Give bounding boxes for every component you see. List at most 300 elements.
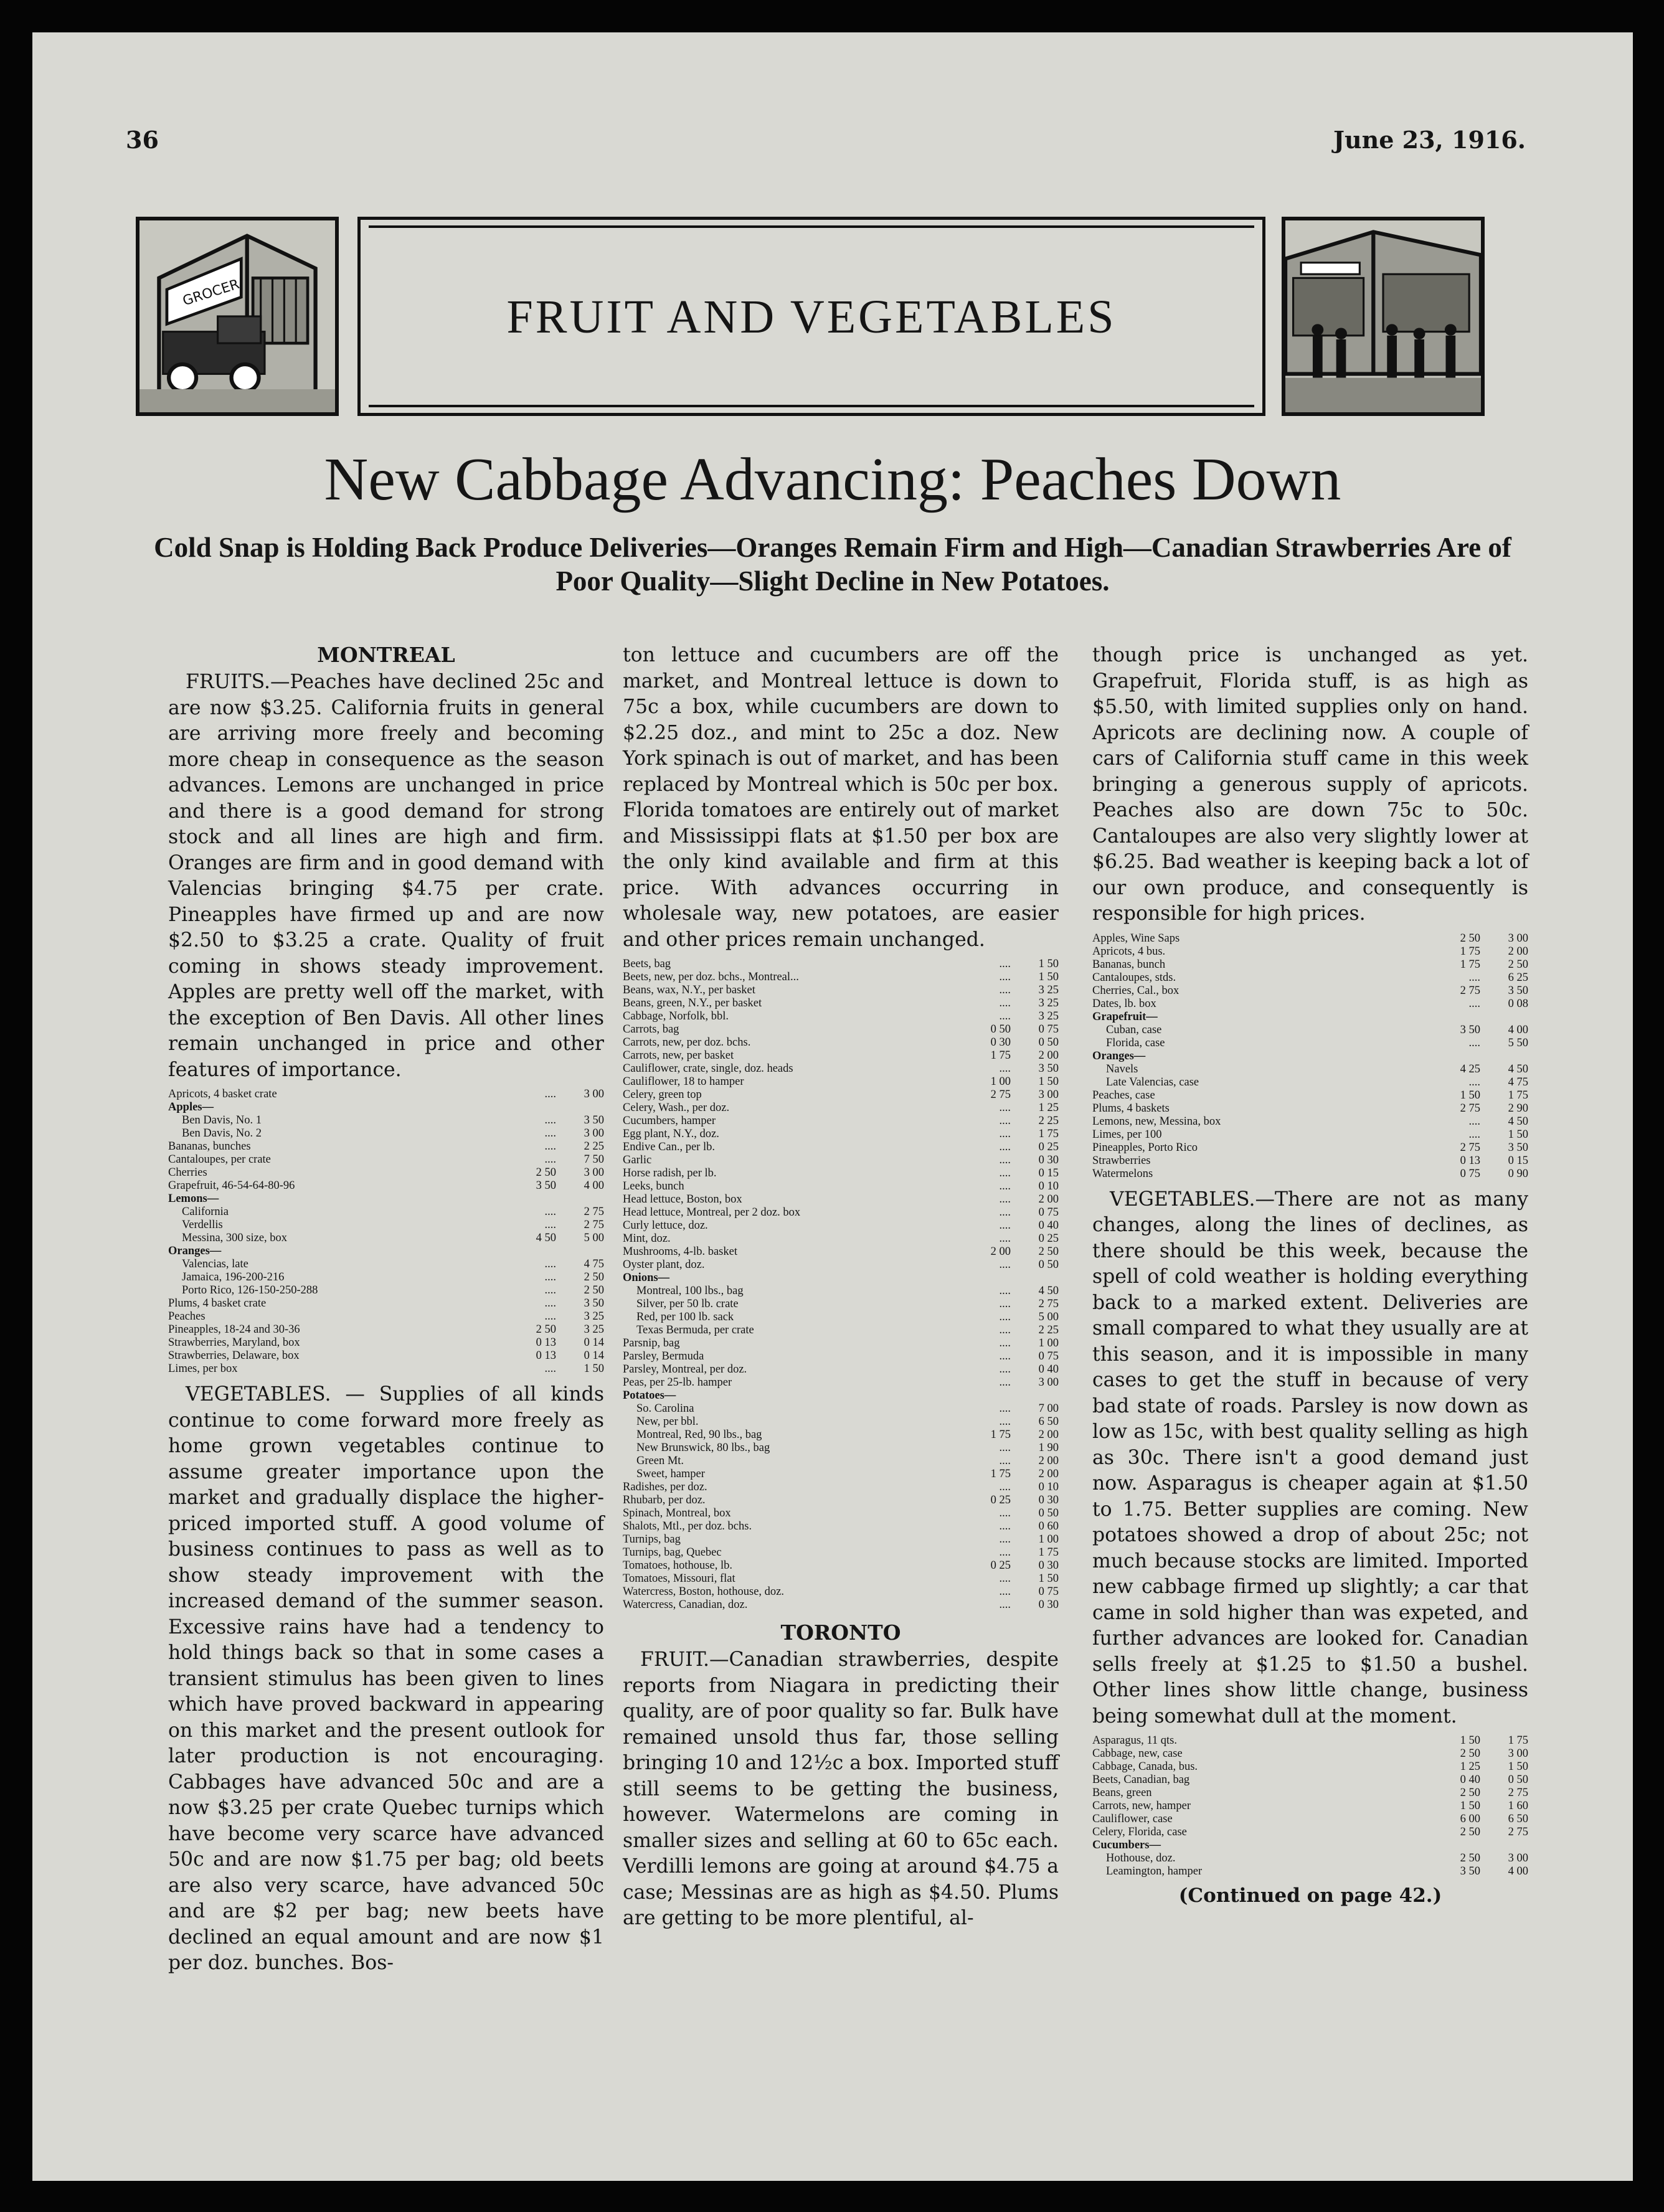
price-low: 2 75 (990, 1089, 1011, 1101)
issue-date: June 23, 1916. (1333, 126, 1526, 154)
price-row (1092, 1813, 1528, 1826)
price-row (168, 1363, 604, 1376)
price-high: 1 50 (1508, 1128, 1528, 1141)
price-row (623, 1206, 1059, 1219)
price-row (1092, 1761, 1528, 1774)
price-row (1092, 1141, 1528, 1155)
price-low: .... (999, 1363, 1011, 1376)
price-low: 1 50 (1460, 1800, 1480, 1812)
item-name: Navels (1106, 1062, 1138, 1075)
item-name: Montreal, 100 lbs., bag (636, 1285, 744, 1297)
price-low: 1 75 (990, 1429, 1011, 1441)
item-name: Apricots, 4 bus. (1092, 945, 1166, 958)
price-high (1480, 1011, 1528, 1024)
price-high: 1 25 (1038, 1102, 1059, 1114)
price-low: 2 75 (1460, 984, 1480, 997)
price-high: 2 50 (584, 1284, 604, 1297)
montreal-heading: MONTREAL (317, 643, 455, 667)
price-row (1092, 1011, 1528, 1024)
price-high: 2 75 (1508, 1787, 1528, 1799)
price-high: 0 10 (1038, 1180, 1059, 1193)
price-row (623, 1572, 1059, 1586)
item-name: Grapefruit, 46-54-64-80-96 (168, 1179, 295, 1192)
price-high: 7 50 (584, 1153, 604, 1166)
price-high: 2 00 (1038, 1468, 1059, 1480)
price-low: 1 75 (990, 1468, 1011, 1480)
price-high: 3 25 (1038, 1010, 1059, 1023)
price-low: .... (999, 958, 1011, 970)
item-name: Dates, lb. box (1092, 997, 1156, 1010)
price-low: 1 50 (1460, 1089, 1480, 1102)
item-name: Cabbage, Norfolk, bbl. (623, 1010, 729, 1023)
item-name: Beets, Canadian, bag (1092, 1774, 1190, 1786)
price-high: 0 50 (1038, 1259, 1059, 1271)
price-low: 2 50 (1460, 1826, 1480, 1838)
price-row (623, 1533, 1059, 1546)
price-low: 1 00 (990, 1075, 1011, 1088)
item-name: Verdellis (182, 1219, 223, 1231)
item-name: Asparagus, 11 qts. (1092, 1734, 1177, 1747)
item-name: Head lettuce, Montreal, per 2 doz. box (623, 1206, 801, 1219)
price-high: 6 50 (1508, 1813, 1528, 1825)
price-high: 6 25 (1508, 971, 1528, 984)
price-row (168, 1336, 604, 1349)
item-name: Cabbage, new, case (1092, 1747, 1183, 1760)
price-high: 3 00 (1508, 932, 1528, 945)
price-high: 3 50 (1038, 1062, 1059, 1075)
item-name: Montreal, Red, 90 lbs., bag (636, 1429, 762, 1441)
price-high: 1 60 (1508, 1800, 1528, 1812)
price-row (623, 984, 1059, 997)
price-row (623, 1115, 1059, 1128)
price-low: .... (999, 1102, 1011, 1114)
price-low: .... (999, 1481, 1011, 1493)
price-row (1092, 1102, 1528, 1115)
price-high: 2 75 (1038, 1298, 1059, 1310)
item-name: Peas, per 25-lb. hamper (623, 1376, 732, 1389)
price-low: .... (999, 1402, 1011, 1415)
item-name: Apples— (168, 1101, 214, 1113)
item-name: Cauliflower, crate, single, doz. heads (623, 1062, 793, 1075)
price-low: 0 40 (1460, 1774, 1480, 1786)
price-row (1092, 1076, 1528, 1089)
price-row (1092, 971, 1528, 985)
price-row (1092, 1774, 1528, 1787)
item-name: Oyster plant, doz. (623, 1259, 705, 1271)
price-row (623, 1259, 1059, 1272)
price-row (623, 1089, 1059, 1102)
price-high: 4 75 (584, 1258, 604, 1270)
price-low: .... (999, 1442, 1011, 1454)
price-row (623, 1442, 1059, 1455)
price-low: 0 13 (536, 1336, 556, 1349)
item-name: Plums, 4 baskets (1092, 1102, 1170, 1115)
price-high (1011, 1389, 1059, 1402)
price-low: 2 75 (1460, 1141, 1480, 1154)
price-low: .... (544, 1297, 556, 1310)
item-name: Strawberries, Maryland, box (168, 1336, 300, 1349)
item-name: Egg plant, N.Y., doz. (623, 1128, 719, 1140)
item-name: Grapefruit— (1092, 1010, 1158, 1023)
price-low: .... (544, 1153, 556, 1166)
price-high: 0 75 (1038, 1350, 1059, 1363)
price-row (1092, 945, 1528, 958)
price-row (1092, 1089, 1528, 1102)
price-high: 0 30 (1038, 1599, 1059, 1611)
item-name: Bananas, bunch (1092, 958, 1166, 971)
item-name: Peaches, case (1092, 1089, 1155, 1102)
item-name: Garlic (623, 1154, 652, 1166)
item-name: Parsley, Montreal, per doz. (623, 1363, 747, 1376)
price-high: 0 30 (1038, 1494, 1059, 1506)
price-row (1092, 1839, 1528, 1852)
price-row (168, 1140, 604, 1153)
price-low: 4 50 (536, 1232, 556, 1244)
sign-text: GROCER (181, 276, 242, 310)
price-row (623, 1180, 1059, 1193)
montreal-vegetable-price-list (623, 958, 1059, 1612)
price-row (1092, 1050, 1528, 1063)
item-name: Carrots, new, per basket (623, 1049, 734, 1062)
price-high: 0 90 (1508, 1167, 1528, 1180)
item-name: Lemons, new, Messina, box (1092, 1115, 1221, 1128)
price-high (1480, 1050, 1528, 1063)
item-name: Pineapples, 18-24 and 30-36 (168, 1323, 300, 1336)
toronto-heading: TORONTO (780, 1620, 901, 1645)
price-high: 4 50 (1508, 1062, 1528, 1075)
price-low: 0 25 (990, 1494, 1011, 1506)
price-low (963, 1389, 1011, 1402)
price-high: 3 00 (584, 1088, 604, 1100)
price-row (623, 1363, 1059, 1376)
price-row (168, 1179, 604, 1193)
price-low: .... (999, 1572, 1011, 1585)
item-name: Spinach, Montreal, box (623, 1507, 731, 1520)
price-low: .... (1468, 971, 1480, 984)
toronto-vegetable-price-list (1092, 1734, 1528, 1878)
price-high: 0 50 (1038, 1507, 1059, 1520)
item-name: Pineapples, Porto Rico (1092, 1141, 1198, 1154)
section-title: FRUIT AND VEGETABLES (506, 291, 1117, 343)
price-low: .... (999, 1062, 1011, 1075)
price-row (623, 1376, 1059, 1389)
price-high: 0 25 (1038, 1141, 1059, 1153)
item-name: Leeks, bunch (623, 1180, 684, 1193)
price-low: .... (544, 1363, 556, 1375)
item-name: So. Carolina (636, 1402, 694, 1415)
price-row (168, 1114, 604, 1127)
price-low: 3 50 (1460, 1023, 1480, 1036)
item-name: Celery, Florida, case (1092, 1826, 1187, 1838)
price-low: .... (999, 1285, 1011, 1297)
price-low: .... (544, 1140, 556, 1153)
price-high: 3 00 (1038, 1376, 1059, 1389)
price-row (623, 1481, 1059, 1494)
column-2 (623, 643, 1059, 1932)
item-name: Cantaloupes, per crate (168, 1153, 271, 1166)
montreal-vegetables-text: VEGETABLES. — Supplies of all kinds continue to come forward more freely as home grown vegetables continue to assume greater importance upon the market and gradually displace the higher-priced imported stuff. A good volume of business continues to pass as well as to show steady improvement with the increased demand of the summer season. Excessive rains have had a tendency to hold things back so that in some cases a transient stimulus has been given to lines which have proved backward in appearing on this market and the present outlook for later production is not encouraging. Cabbages have advanced 50c and are a now $3.25 per crate Quebec turnips which have become very scarce have advanced 50c and are now $1.75 per bag; old beets are also very scarce, have advanced 50c and are $2 per bag; new beets have declined an equal amount and are now $1 per doz. bunches. Bos- (168, 1383, 604, 1974)
price-low: 1 75 (990, 1049, 1011, 1062)
price-low (1432, 1011, 1480, 1024)
price-high (556, 1193, 604, 1206)
item-name: Apples, Wine Saps (1092, 932, 1180, 945)
item-name: Potatoes— (623, 1389, 676, 1402)
price-high: 0 30 (1038, 1154, 1059, 1166)
item-name: Celery, green top (623, 1089, 702, 1101)
price-high: 4 00 (584, 1179, 604, 1192)
price-row (623, 1546, 1059, 1559)
price-low (508, 1245, 556, 1258)
price-row (623, 1494, 1059, 1507)
price-high: 5 50 (1508, 1036, 1528, 1049)
price-row (623, 1167, 1059, 1180)
toronto-fruit-price-list (1092, 932, 1528, 1181)
price-low: 2 75 (1460, 1102, 1480, 1115)
price-high (1480, 1839, 1528, 1852)
price-high: 0 30 (1038, 1559, 1059, 1572)
page (32, 32, 1633, 2181)
item-name: Celery, Wash., per doz. (623, 1102, 730, 1114)
price-row (1092, 1115, 1528, 1128)
toronto-fruit-text-cont: though price is unchanged as yet. Grapefruit, Florida stuff, is as high as $5.50, with limited supplies only on hand. Apricots are declining now. A couple of cars of California stuff came in this week bringing a generous supply of apricots. Peaches also are down 75c to 50c. Cantaloupes are also very slightly lower at $6.25. Bad weather is keeping back a lot of our own produce, and consequently is responsible for high prices. (1092, 644, 1528, 925)
price-low: .... (999, 1520, 1011, 1533)
price-row (623, 1010, 1059, 1023)
item-name: Parsley, Bermuda (623, 1350, 704, 1363)
price-row (168, 1127, 604, 1140)
price-high: 4 00 (1508, 1865, 1528, 1878)
item-name: Endive Can., per lb. (623, 1141, 715, 1153)
price-row (1092, 998, 1528, 1011)
toronto-fruit-text: FRUIT.—Canadian strawberries, despite reports from Niagara in predicting their quality, are of poor quality so far. Bulk have remained unsold thus far, those selling bringing 10 and 12½c a box. Imported stuff still seems to be getting the business, however. Watermelons are coming in smaller sizes and selling at 60 to 65c each. Verdilli lemons are going at around $4.75 a case; Messinas are as high as $4.50. Plums are getting to be more plentiful, al- (623, 1648, 1059, 1929)
item-name: California (182, 1206, 229, 1218)
price-high: 1 50 (1038, 1572, 1059, 1585)
item-name: Late Valencias, case (1106, 1075, 1199, 1089)
price-high: 0 40 (1038, 1363, 1059, 1376)
price-low: 2 50 (1460, 1747, 1480, 1760)
price-row (623, 1468, 1059, 1481)
item-name: Carrots, new, per doz. bchs. (623, 1036, 751, 1049)
price-high: 3 50 (584, 1114, 604, 1127)
price-row (623, 997, 1059, 1010)
price-low: 4 25 (1460, 1062, 1480, 1075)
price-high: 0 15 (1038, 1167, 1059, 1179)
price-high (1011, 1272, 1059, 1285)
price-row (1092, 1734, 1528, 1747)
price-high: 1 90 (1038, 1442, 1059, 1454)
price-high: 0 50 (1038, 1036, 1059, 1049)
price-high: 3 50 (1508, 1141, 1528, 1154)
item-name: Cantaloupes, stds. (1092, 971, 1176, 984)
price-row (168, 1232, 604, 1245)
price-row (623, 1350, 1059, 1363)
price-row (623, 1285, 1059, 1298)
item-name: Cuban, case (1106, 1023, 1162, 1036)
price-high: 3 00 (584, 1166, 604, 1179)
price-low: 0 13 (1460, 1154, 1480, 1167)
price-low: 1 25 (1460, 1761, 1480, 1773)
price-high: 0 50 (1508, 1774, 1528, 1786)
price-low: .... (999, 1115, 1011, 1127)
price-row (623, 1193, 1059, 1206)
item-name: Cauliflower, 18 to hamper (623, 1075, 744, 1088)
item-name: Beets, bag (623, 958, 671, 970)
price-row (623, 1219, 1059, 1232)
price-low: .... (999, 1141, 1011, 1153)
price-low (508, 1101, 556, 1114)
price-high: 2 00 (1038, 1049, 1059, 1062)
price-row (1092, 1037, 1528, 1050)
price-low: 0 75 (1460, 1167, 1480, 1180)
price-high: 0 08 (1508, 997, 1528, 1010)
price-row (623, 1599, 1059, 1612)
item-name: Turnips, bag, Quebec (623, 1546, 722, 1559)
price-high: 5 00 (1038, 1311, 1059, 1323)
price-low: .... (544, 1114, 556, 1127)
item-name: Strawberries, Delaware, box (168, 1349, 300, 1362)
price-row (1092, 1800, 1528, 1813)
item-name: Watermelons (1092, 1167, 1153, 1180)
item-name: Limes, per box (168, 1363, 238, 1375)
street-scene-illustration (1282, 217, 1485, 416)
price-high: 3 25 (1038, 984, 1059, 996)
price-high: 0 75 (1038, 1586, 1059, 1598)
price-row (623, 1559, 1059, 1572)
price-high: 0 75 (1038, 1206, 1059, 1219)
price-row (623, 1023, 1059, 1036)
item-name: Oranges— (1092, 1049, 1146, 1062)
price-low: .... (999, 1180, 1011, 1193)
price-row (623, 1402, 1059, 1416)
item-name: Beans, wax, N.Y., per basket (623, 984, 755, 996)
price-row (623, 1416, 1059, 1429)
price-low: .... (1468, 1115, 1480, 1128)
item-name: Watercress, Boston, hothouse, doz. (623, 1586, 784, 1598)
price-low: .... (999, 984, 1011, 996)
item-name: Mushrooms, 4-lb. basket (623, 1245, 737, 1258)
price-high: 1 75 (1038, 1128, 1059, 1140)
price-high: 1 75 (1038, 1546, 1059, 1559)
price-low: .... (999, 1546, 1011, 1559)
price-high: 2 00 (1038, 1455, 1059, 1467)
price-row (623, 1036, 1059, 1049)
item-name: Cauliflower, case (1092, 1813, 1173, 1825)
price-high: 3 25 (584, 1310, 604, 1323)
price-low: .... (999, 1206, 1011, 1219)
price-row (168, 1245, 604, 1258)
headline: New Cabbage Advancing: Peaches Down (324, 446, 1341, 513)
price-low: 0 13 (536, 1349, 556, 1362)
price-low: .... (1468, 1036, 1480, 1049)
price-row (623, 1075, 1059, 1089)
item-name: Apricots, 4 basket crate (168, 1088, 277, 1100)
price-row (168, 1166, 604, 1179)
price-high: 2 00 (1038, 1193, 1059, 1206)
price-row (1092, 1063, 1528, 1076)
price-low: .... (999, 1416, 1011, 1428)
item-name: Oranges— (168, 1245, 222, 1257)
item-name: Ben Davis, No. 1 (182, 1114, 262, 1127)
price-high: 3 25 (584, 1323, 604, 1336)
price-row (168, 1258, 604, 1271)
price-low: .... (544, 1088, 556, 1100)
price-row (168, 1297, 604, 1310)
price-low: 2 50 (1460, 1852, 1480, 1865)
price-row (623, 1429, 1059, 1442)
price-low: .... (999, 1167, 1011, 1179)
price-high: 2 75 (584, 1219, 604, 1231)
item-name: Hothouse, doz. (1106, 1852, 1176, 1865)
item-name: Green Mt. (636, 1455, 684, 1467)
price-high: 4 75 (1508, 1075, 1528, 1089)
price-high: 2 25 (584, 1140, 604, 1153)
price-high: 4 50 (1038, 1285, 1059, 1297)
price-low: 0 30 (990, 1036, 1011, 1049)
price-row (1092, 1155, 1528, 1168)
price-high: 2 50 (1038, 1245, 1059, 1258)
item-name: Limes, per 100 (1092, 1128, 1162, 1141)
item-name: New, per bbl. (636, 1416, 699, 1428)
price-low: 3 50 (536, 1179, 556, 1192)
price-row (623, 1298, 1059, 1311)
price-low: .... (999, 1193, 1011, 1206)
price-high: 3 00 (1508, 1747, 1528, 1760)
price-row (623, 1049, 1059, 1062)
price-low: 1 50 (1460, 1734, 1480, 1747)
price-high: 0 15 (1508, 1154, 1528, 1167)
price-low: .... (999, 1337, 1011, 1349)
price-high (556, 1245, 604, 1258)
price-row (1092, 1747, 1528, 1761)
price-low: 0 50 (990, 1023, 1011, 1036)
item-name: Messina, 300 size, box (182, 1232, 288, 1244)
price-low: .... (544, 1310, 556, 1323)
item-name: Mint, doz. (623, 1232, 671, 1245)
price-row (1092, 1128, 1528, 1141)
price-high: 0 60 (1038, 1520, 1059, 1533)
item-name: Onions— (623, 1272, 670, 1284)
price-row (168, 1088, 604, 1101)
price-high: 2 50 (584, 1271, 604, 1283)
price-low: .... (999, 1010, 1011, 1023)
item-name: Radishes, per doz. (623, 1481, 707, 1493)
price-row (1092, 958, 1528, 971)
price-low: 1 75 (1460, 945, 1480, 958)
price-low: 3 50 (1460, 1865, 1480, 1878)
price-high: 0 25 (1038, 1232, 1059, 1245)
price-low: .... (999, 1455, 1011, 1467)
price-row (623, 1272, 1059, 1285)
price-high: 3 25 (1038, 997, 1059, 1009)
price-row (168, 1153, 604, 1166)
price-high: 3 50 (584, 1297, 604, 1310)
item-name: Turnips, bag (623, 1533, 681, 1546)
price-low: 2 50 (536, 1166, 556, 1179)
column-1 (168, 643, 604, 1977)
item-name: Leamington, hamper (1106, 1865, 1203, 1878)
item-name: Beans, green (1092, 1787, 1152, 1799)
price-low: .... (999, 1219, 1011, 1232)
price-row (623, 1586, 1059, 1599)
price-row (623, 1389, 1059, 1402)
price-low: .... (999, 1311, 1011, 1323)
price-low: .... (999, 1599, 1011, 1611)
price-high: 0 14 (584, 1336, 604, 1349)
item-name: Tomatoes, Missouri, flat (623, 1572, 735, 1585)
price-high: 2 00 (1508, 945, 1528, 958)
item-name: Head lettuce, Boston, box (623, 1193, 742, 1206)
subheadline: Cold Snap is Holding Back Produce Deliveries—Oranges Remain Firm and High—Canadian Strawberries Are of Poor Quality—Slight Decline in New Potatoes. (154, 532, 1511, 597)
price-low: .... (1468, 997, 1480, 1010)
